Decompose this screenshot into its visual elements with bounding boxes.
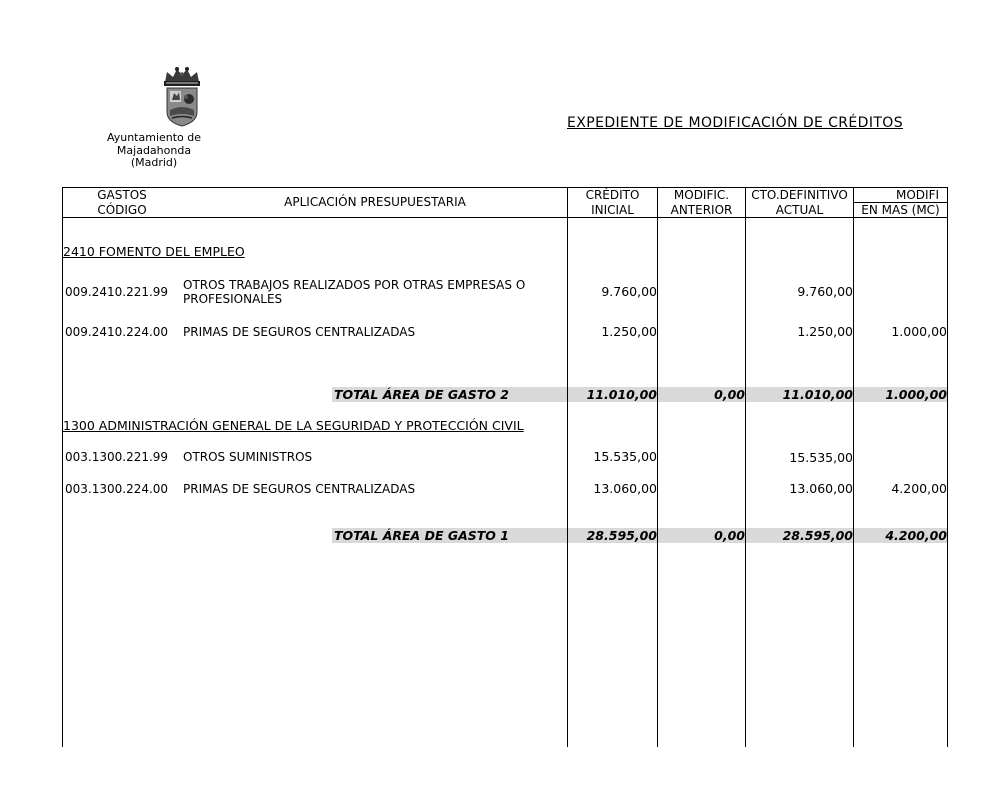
header-bottom-border: [62, 217, 947, 218]
row-credito-inicial: 1.250,00: [601, 324, 657, 339]
header-credito-1: CRÉDITO: [585, 188, 640, 202]
row-credito-inicial: 13.060,00: [593, 481, 657, 496]
total-modific-anterior: 0,00: [714, 528, 745, 543]
header-gastos: GASTOS: [97, 188, 147, 202]
header-modific-1: MODIFIC.: [673, 188, 730, 202]
row-desc-cont: PROFESIONALES: [183, 292, 283, 306]
row-en-mas: 1.000,00: [891, 324, 947, 339]
col-divider-left: [62, 187, 63, 218]
row-desc: OTROS SUMINISTROS: [183, 450, 313, 464]
total-cto-definitivo: 28.595,00: [782, 528, 853, 543]
total-credito-inicial: 11.010,00: [586, 387, 657, 402]
row-code: 009.2410.221.99: [65, 285, 169, 299]
col-divider-enmas: [853, 187, 854, 747]
row-desc: PRIMAS DE SEGUROS CENTRALIZADAS: [183, 325, 416, 339]
header-mod-sub: EN MAS (MC): [861, 203, 940, 217]
row-cto-definitivo: 13.060,00: [789, 481, 853, 496]
municipality-line1: Ayuntamiento de: [106, 131, 202, 144]
total-en-mas: 1.000,00: [885, 387, 947, 402]
header-aplicacion: APLICACIÓN PRESUPUESTARIA: [284, 195, 466, 209]
row-code: 003.1300.224.00: [65, 482, 169, 496]
section-title-2410: 2410 FOMENTO DEL EMPLEO: [63, 244, 245, 259]
col-divider-credito: [567, 187, 568, 747]
coat-of-arms-icon: [160, 66, 204, 128]
municipality-line2: Majadahonda: [116, 143, 192, 157]
row-credito-inicial: 9.760,00: [601, 284, 657, 299]
total-label: TOTAL ÁREA DE GASTO 2: [334, 387, 509, 402]
col-divider-left-body: [62, 217, 63, 747]
header-codigo: CÓDIGO: [97, 203, 147, 217]
header-cto-1: CTO.DEFINITIVO: [751, 188, 848, 202]
header-credito-2: INICIAL: [591, 203, 634, 217]
header-mod-top-clip: [854, 188, 947, 202]
col-divider-modific: [657, 187, 658, 747]
total-modific-anterior: 0,00: [714, 387, 745, 402]
header-mod-top: MODIFI: [896, 188, 940, 202]
municipality-line3: (Madrid): [130, 156, 178, 169]
total-credito-inicial: 28.595,00: [586, 528, 657, 543]
row-cto-definitivo: 9.760,00: [797, 284, 853, 299]
row-en-mas: 4.200,00: [891, 481, 947, 496]
col-divider-right: [947, 187, 948, 747]
document-title: EXPEDIENTE DE MODIFICACIÓN DE CRÉDITOS: [567, 115, 904, 131]
row-cto-definitivo: 15.535,00: [789, 450, 853, 465]
total-en-mas: 4.200,00: [885, 528, 947, 543]
section-title-1300: 1300 ADMINISTRACIÓN GENERAL DE LA SEGURIDAD Y PROTECCIÓN CIVIL: [63, 418, 524, 433]
header-cto-2: ACTUAL: [775, 203, 824, 217]
row-code: 009.2410.224.00: [65, 325, 169, 339]
row-cto-definitivo: 1.250,00: [797, 324, 853, 339]
row-credito-inicial: 15.535,00: [593, 449, 657, 464]
municipality-name: [94, 132, 214, 170]
row-desc: OTROS TRABAJOS REALIZADOS POR OTRAS EMPRESAS O: [183, 278, 526, 292]
col-divider-cto: [745, 187, 746, 747]
header-modific-2: ANTERIOR: [670, 203, 733, 217]
row-code: 003.1300.221.99: [65, 450, 169, 464]
row-desc: PRIMAS DE SEGUROS CENTRALIZADAS: [183, 482, 416, 496]
total-label: TOTAL ÁREA DE GASTO 1: [334, 528, 509, 543]
total-cto-definitivo: 11.010,00: [782, 387, 853, 402]
